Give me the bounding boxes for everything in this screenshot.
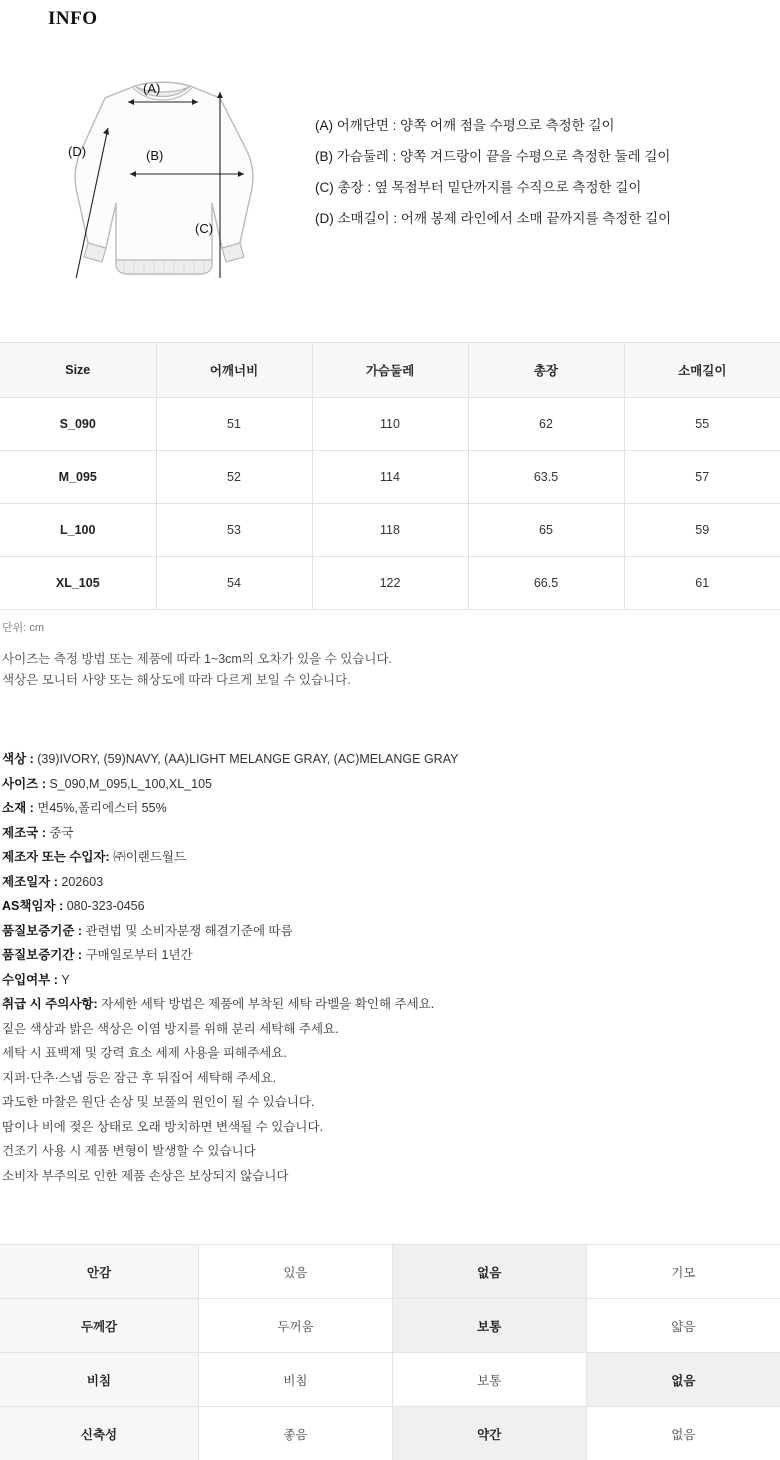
spec-row-warranty-period [2, 943, 780, 968]
attribute-label: 비침 [0, 1353, 199, 1407]
spec-row-care-6 [2, 1139, 780, 1164]
spec-row-care-5 [2, 1115, 780, 1140]
column-header-sleeve: 소매길이 [624, 343, 780, 398]
cell-length: 65 [468, 504, 624, 557]
cell-shoulder: 51 [156, 398, 312, 451]
attribute-label: 안감 [0, 1245, 199, 1299]
spec-row-imported [2, 968, 780, 993]
diagram-label-a: (A) [143, 81, 160, 96]
attribute-row-transparency [0, 1353, 780, 1407]
table-row [0, 504, 780, 557]
attribute-option: 보통 [392, 1353, 586, 1407]
attribute-option: 비침 [199, 1353, 393, 1407]
legend-item-d: (D) 소매길이 : 어깨 봉제 라인에서 소매 끝까지를 측정한 길이 [315, 203, 780, 234]
legend-item-c: (C) 총장 : 옆 목점부터 밑단까지를 수직으로 측정한 길이 [315, 172, 780, 203]
spec-row-as-contact [2, 894, 780, 919]
measurement-diagram-block [0, 30, 780, 280]
spec-row-material [2, 796, 780, 821]
spec-row-care-3 [2, 1066, 780, 1091]
spec-value: 짙은 색상과 밝은 색상은 이염 방지를 위해 분리 세탁해 주세요. [2, 1022, 339, 1036]
attribute-option: 좋음 [199, 1407, 393, 1460]
cell-sleeve: 57 [624, 451, 780, 504]
spec-value: ㈜이랜드월드 [113, 850, 186, 864]
diagram-label-b: (B) [146, 148, 163, 163]
attribute-option: 얇음 [586, 1299, 780, 1353]
legend-item-b: (B) 가슴둘레 : 양쪽 겨드랑이 끝을 수평으로 측정한 둘레 길이 [315, 141, 780, 172]
cell-shoulder: 52 [156, 451, 312, 504]
attribute-row-lining [0, 1245, 780, 1299]
spec-row-care-1 [2, 1017, 780, 1042]
spec-value: 자세한 세탁 방법은 제품에 부착된 세탁 라벨을 확인해 주세요. [101, 997, 434, 1011]
cell-chest: 110 [312, 398, 468, 451]
attribute-label: 신축성 [0, 1407, 199, 1460]
table-row [0, 398, 780, 451]
cell-shoulder: 53 [156, 504, 312, 557]
spec-key: 제조국 : [2, 826, 49, 840]
spec-value: 구매일로부터 1년간 [86, 948, 193, 962]
spec-value: 세탁 시 표백제 및 강력 효소 세제 사용을 피해주세요. [2, 1046, 287, 1060]
cell-sleeve: 59 [624, 504, 780, 557]
spec-value: 면45%,폴리에스터 55% [37, 801, 166, 815]
spec-value: 중국 [49, 826, 73, 840]
note-tolerance: 사이즈는 측정 방법 또는 제품에 따라 1~3cm의 오차가 있을 수 있습니다. [2, 649, 780, 670]
spec-value: 소비자 부주의로 인한 제품 손상은 보상되지 않습니다 [2, 1169, 289, 1183]
cell-chest: 114 [312, 451, 468, 504]
attribute-option: 기모 [586, 1245, 780, 1299]
column-header-chest: 가슴둘레 [312, 343, 468, 398]
spec-value: 지퍼·단추·스냅 등은 잠근 후 뒤집어 세탁해 주세요. [2, 1071, 276, 1085]
spec-value: 건조기 사용 시 제품 변형이 발생할 수 있습니다 [2, 1144, 256, 1158]
measurement-legend [315, 48, 780, 234]
cell-chest: 118 [312, 504, 468, 557]
column-header-size: Size [0, 343, 156, 398]
spec-key: 수입여부 : [2, 973, 61, 987]
attribute-option: 두꺼움 [199, 1299, 393, 1353]
attribute-label: 두께감 [0, 1299, 199, 1353]
note-color: 색상은 모니터 사양 또는 해상도에 따라 다르게 보일 수 있습니다. [2, 670, 780, 691]
cell-length: 63.5 [468, 451, 624, 504]
spec-key: 제조일자 : [2, 875, 61, 889]
spec-value: 땀이나 비에 젖은 상태로 오래 방치하면 변색될 수 있습니다. [2, 1120, 323, 1134]
spec-value: Y [61, 973, 69, 987]
spec-row-color [2, 747, 780, 772]
cell-size: XL_105 [0, 557, 156, 610]
measurement-notes [0, 635, 780, 691]
spec-key: 사이즈 : [2, 777, 49, 791]
legend-item-a: (A) 어깨단면 : 양쪽 어깨 점을 수평으로 측정한 길이 [315, 110, 780, 141]
product-spec-list [0, 691, 780, 1188]
cell-size: S_090 [0, 398, 156, 451]
sweater-diagram [0, 48, 315, 283]
attribute-option-selected: 없음 [586, 1353, 780, 1407]
spec-key: 제조자 또는 수입자: [2, 850, 113, 864]
size-measurement-table [0, 342, 780, 610]
spec-row-warranty-standard [2, 919, 780, 944]
attribute-option: 없음 [586, 1407, 780, 1460]
diagram-label-d: (D) [68, 144, 86, 159]
spec-row-origin [2, 821, 780, 846]
spec-value: 관련법 및 소비자분쟁 해결기준에 따름 [86, 924, 293, 938]
spec-key: 품질보증기준 : [2, 924, 86, 938]
spec-value: 과도한 마찰은 원단 손상 및 보풀의 원인이 될 수 있습니다. [2, 1095, 314, 1109]
spec-row-manufacturer [2, 845, 780, 870]
spec-value: S_090,M_095,L_100,XL_105 [49, 777, 212, 791]
attribute-option: 있음 [199, 1245, 393, 1299]
sweater-diagram-svg [0, 48, 315, 278]
spec-row-size [2, 772, 780, 797]
attribute-option-selected: 약간 [392, 1407, 586, 1460]
table-header-row [0, 343, 780, 398]
spec-row-care-4 [2, 1090, 780, 1115]
unit-note: 단위: cm [0, 610, 780, 635]
spec-key: AS책임자 : [2, 899, 67, 913]
spec-value: 202603 [61, 875, 103, 889]
cell-length: 66.5 [468, 557, 624, 610]
cell-chest: 122 [312, 557, 468, 610]
table-row [0, 557, 780, 610]
column-header-length: 총장 [468, 343, 624, 398]
spec-value: 080-323-0456 [67, 899, 145, 913]
spec-row-manufacture-date [2, 870, 780, 895]
spec-key: 색상 : [2, 752, 37, 766]
diagram-label-c: (C) [195, 221, 213, 236]
product-attribute-table [0, 1244, 780, 1460]
spec-row-care-heading [2, 992, 780, 1017]
spec-row-care-7 [2, 1164, 780, 1189]
cell-size: L_100 [0, 504, 156, 557]
spec-key: 소재 : [2, 801, 37, 815]
attribute-row-thickness [0, 1299, 780, 1353]
spec-row-care-2 [2, 1041, 780, 1066]
cell-sleeve: 55 [624, 398, 780, 451]
attribute-option-selected: 없음 [392, 1245, 586, 1299]
attribute-row-elasticity [0, 1407, 780, 1460]
cell-size: M_095 [0, 451, 156, 504]
attribute-option-selected: 보통 [392, 1299, 586, 1353]
page-title: INFO [0, 0, 780, 30]
cell-length: 62 [468, 398, 624, 451]
table-row [0, 451, 780, 504]
column-header-shoulder: 어깨너비 [156, 343, 312, 398]
spec-value: (39)IVORY, (59)NAVY, (AA)LIGHT MELANGE GRAY, (AC)MELANGE GRAY [37, 752, 458, 766]
spec-key: 품질보증기간 : [2, 948, 86, 962]
spec-key: 취급 시 주의사항: [2, 997, 101, 1011]
cell-sleeve: 61 [624, 557, 780, 610]
cell-shoulder: 54 [156, 557, 312, 610]
